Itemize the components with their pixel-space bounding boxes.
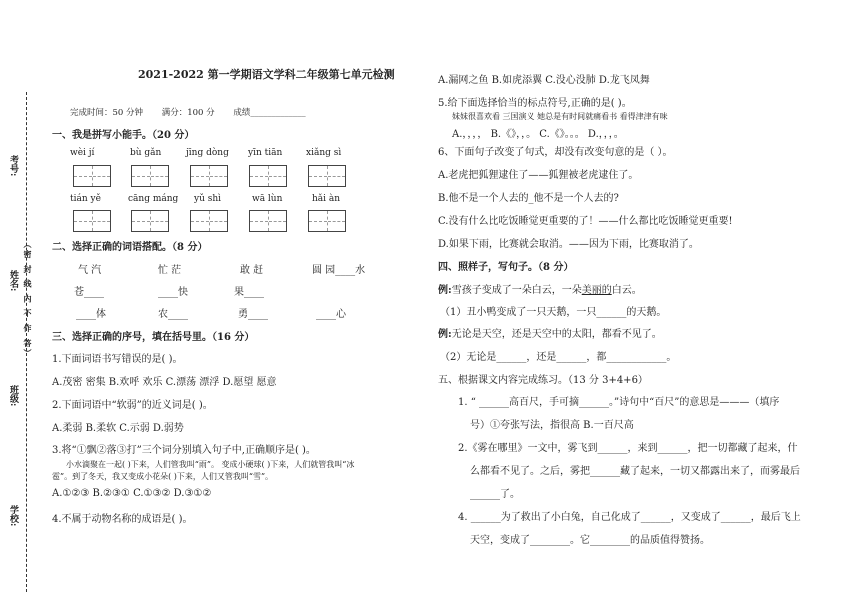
word-pair: 圆 园____水 bbox=[312, 265, 366, 276]
example-2 bbox=[438, 325, 662, 340]
writing-box[interactable] bbox=[308, 210, 346, 232]
section4-q1: （1）丑小鸭变成了一只天鹅，一只______的天鹅。 bbox=[440, 307, 667, 318]
writing-box[interactable] bbox=[131, 210, 169, 232]
section1-heading: 一、我是拼写小能手。（20 分） bbox=[52, 130, 195, 141]
section5-q3-line2: 天空，变成了________。它________的品质值得赞扬。 bbox=[470, 535, 710, 546]
writing-box[interactable] bbox=[249, 165, 287, 187]
section5-q3-line1: 4. ______为了救出了小白兔，自己化成了______，又变成了______，最后飞上 bbox=[458, 512, 801, 523]
question-5-options: A.，，，， B.《》，，。 C.《》。。。 D.，，，。 bbox=[452, 129, 624, 140]
word-blank: 勇____ bbox=[238, 309, 268, 320]
student-id-label: 考号: bbox=[8, 155, 18, 177]
page-title: 2021-2022 第一学期语文学科二年级第七单元检测 bbox=[138, 68, 395, 81]
writing-box[interactable] bbox=[73, 165, 111, 187]
word-blank: 果____ bbox=[234, 287, 264, 298]
question-2: 2.下面词语中“软弱”的近义词是( )。 bbox=[52, 400, 213, 411]
exam-meta bbox=[70, 106, 322, 118]
question-3-options: A.①②③ B.②③① C.①③② D.③①② bbox=[52, 488, 212, 499]
example-label: 例: bbox=[438, 285, 452, 296]
section5-q2-line1: 2.《雾在哪里》一文中，雾飞到______，来到______，把一切都藏了起来，什 bbox=[458, 443, 798, 454]
question-6-c: C.没有什么比吃饭睡觉更重要的了！——什么都比吃饭睡觉更重要! bbox=[438, 216, 733, 227]
question-6-d: D.如果下雨，比赛就会取消。——因为下雨，比赛取消了。 bbox=[438, 239, 699, 250]
section5-q2-line2: 么都看不见了。之后，雾把______藏了起来，一切又都露出来了，而雾最后 bbox=[470, 466, 800, 477]
example-label: 例: bbox=[438, 329, 452, 340]
pinyin-0: wèi jí bbox=[70, 148, 95, 158]
word-blank: ____心 bbox=[316, 309, 346, 320]
name-label: 姓名: bbox=[8, 270, 18, 292]
word-blank: 农____ bbox=[158, 309, 188, 320]
example-underline: 美丽的 bbox=[581, 285, 612, 296]
question-1-options: A.茂密 密集 B.欢呼 欢乐 C.漂荡 漂浮 D.愿望 愿意 bbox=[52, 377, 277, 388]
section4-heading: 四、照样子，写句子。（8 分） bbox=[438, 262, 574, 273]
writing-box[interactable] bbox=[190, 210, 228, 232]
pinyin-8: wā lùn bbox=[252, 194, 283, 204]
seal-note: （密 封 线 内 不 作 答） bbox=[23, 240, 33, 359]
score-text: 满分：100 分 bbox=[161, 108, 215, 118]
pinyin-1: bù gǎn bbox=[130, 148, 162, 158]
question-3-passage-cont: 雹”。到了冬天，我又变成小花朵( )下来，人们又管我叫“雪”。 bbox=[52, 472, 274, 481]
class-label: 班级: bbox=[8, 385, 18, 407]
section5-q2-line3: ______了。 bbox=[470, 489, 520, 500]
pinyin-2: jīng dòng bbox=[186, 148, 229, 158]
question-4-options: A.漏网之鱼 B.如虎添翼 C.没心没肺 D.龙飞凤舞 bbox=[438, 75, 650, 86]
question-6-a: A.老虎把狐狸逮住了——狐狸被老虎逮住了。 bbox=[438, 170, 639, 181]
school-label: 学校: bbox=[8, 505, 18, 527]
writing-box[interactable] bbox=[131, 165, 169, 187]
question-1: 1.下面词语书写错误的是( )。 bbox=[52, 354, 183, 365]
section5-heading: 五、根据课文内容完成练习。（13 分 3+4+6） bbox=[438, 375, 648, 386]
pinyin-7: yǔ shì bbox=[194, 194, 222, 204]
result-text: 成绩_____________ bbox=[233, 108, 306, 118]
example-text-end: 白云。 bbox=[611, 285, 642, 296]
word-pair: 忙 茫 bbox=[158, 265, 182, 276]
question-5-text: 妹妹很喜欢看 三国演义 她总是有时间就痛看书 看得津津有味 bbox=[452, 112, 668, 121]
word-blank: ____快 bbox=[158, 287, 188, 298]
example-text: 无论是天空，还是天空中的太阳，都看不见了。 bbox=[451, 329, 662, 340]
question-6: 6、下面句子改变了句式，却没有改变句意的是（ ）。 bbox=[438, 147, 673, 158]
word-blank: 苍____ bbox=[74, 287, 104, 298]
pinyin-9: hǎi àn bbox=[312, 194, 341, 204]
question-2-options: A.柔弱 B.柔软 C.示弱 D.弱势 bbox=[52, 423, 184, 434]
word-blank: ____体 bbox=[76, 309, 106, 320]
section4-q2: （2）无论是______，还是______，都____________。 bbox=[440, 352, 677, 363]
writing-box[interactable] bbox=[190, 165, 228, 187]
question-6-b: B.他不是一个人去的_他不是一个人去的? bbox=[438, 193, 619, 204]
writing-box[interactable] bbox=[249, 210, 287, 232]
writing-box[interactable] bbox=[308, 165, 346, 187]
section3-heading: 三、选择正确的序号，填在括号里。（16 分） bbox=[52, 332, 255, 343]
section5-q1-line1: 1. “ ______高百尺，手可摘______。”诗句中“百尺”的意思是———（填序 bbox=[458, 397, 780, 408]
pinyin-5: tián yě bbox=[70, 194, 101, 204]
question-3: 3.将“①飘②落③打”三个词分别填入句子中,正确顺序是( )。 bbox=[52, 445, 316, 456]
writing-box[interactable] bbox=[73, 210, 111, 232]
section2-heading: 二、选择正确的词语搭配。（8 分） bbox=[52, 242, 208, 253]
question-3-passage: 小水滴聚在一起( )下来，人们管我叫“雨”。 变成小硬球( )下来，人们就管我叫“冰 bbox=[66, 460, 355, 469]
example-1 bbox=[438, 281, 642, 296]
question-4: 4.不属于动物名称的成语是( )。 bbox=[52, 514, 193, 525]
pinyin-4: xiǎng sì bbox=[306, 148, 342, 158]
pinyin-6: cāng máng bbox=[128, 194, 179, 204]
example-text: 雪孩子变成了一朵白云，一朵 bbox=[451, 285, 582, 296]
question-5: 5.给下面选择恰当的标点符号,正确的是( )。 bbox=[438, 98, 632, 109]
section5-q1-line2: 号）①夸张写法，指很高 B.一百尺高 bbox=[470, 420, 634, 431]
pinyin-3: yīn tiān bbox=[248, 148, 283, 158]
time-text: 完成时间：50 分钟 bbox=[70, 108, 144, 118]
word-pair: 气 汽 bbox=[78, 265, 102, 276]
word-pair: 敢 赶 bbox=[240, 265, 264, 276]
